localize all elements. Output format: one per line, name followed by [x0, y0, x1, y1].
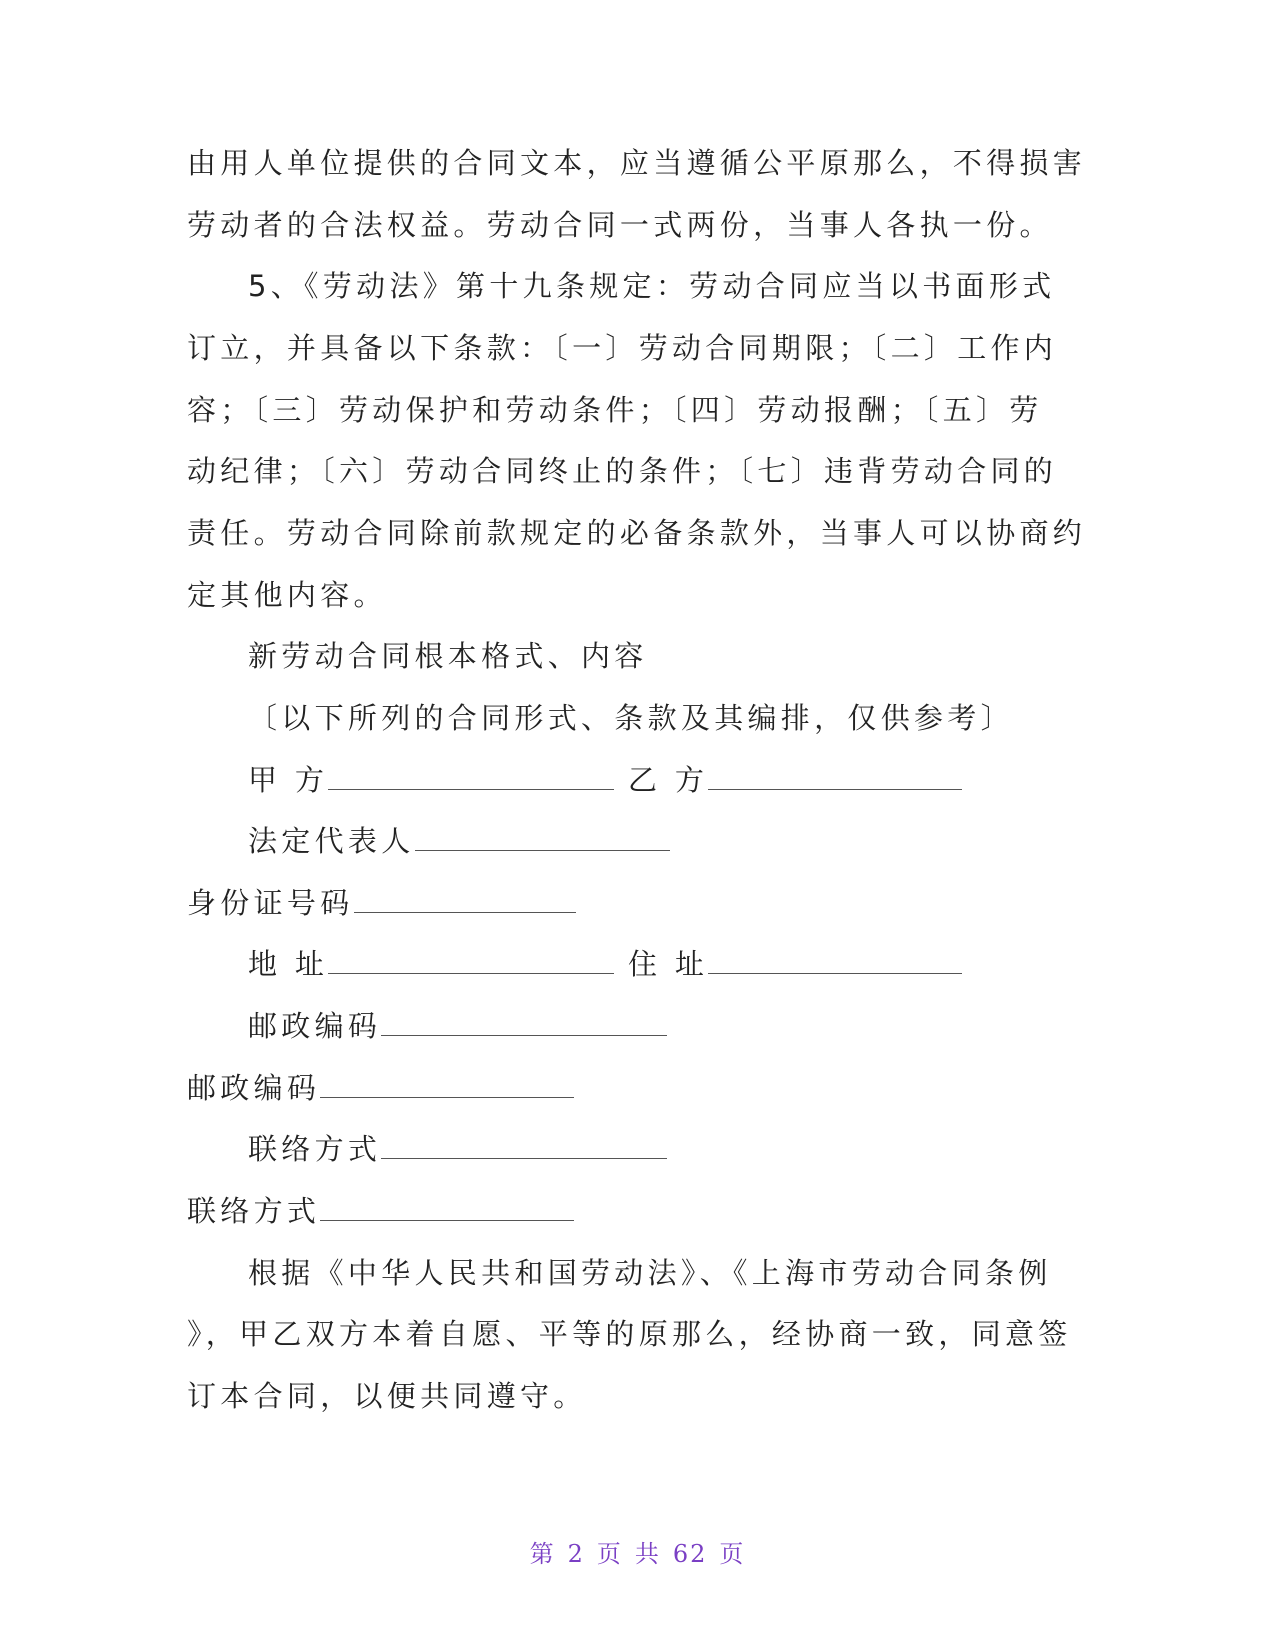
footer-total-pages: 62	[672, 1540, 708, 1568]
paragraph-line: 定其他内容。	[187, 578, 387, 612]
paragraph-line: 劳动者的合法权益。劳动合同一式两份，当事人各执一份。	[187, 208, 1053, 242]
contact-b-blank[interactable]	[320, 1194, 574, 1221]
section-heading: 新劳动合同根本格式、内容	[248, 639, 648, 673]
id-number-label: 身份证号码	[187, 886, 354, 920]
party-row	[248, 760, 614, 800]
paragraph-line: 订本合同，以便共同遵守。	[187, 1379, 587, 1413]
postcode-b-row	[187, 1068, 574, 1108]
paragraph-line: 》，甲乙双方本着自愿、平等的原那么，经协商一致，同意签	[187, 1317, 1072, 1351]
footer-suffix: 页	[719, 1540, 746, 1568]
paragraph-line: 5、《劳动法》第十九条规定：劳动合同应当以书面形式	[248, 269, 1056, 303]
party-b-blank[interactable]	[708, 763, 962, 790]
page-footer	[0, 1534, 1275, 1569]
address-blank[interactable]	[328, 947, 614, 974]
footer-prefix: 第	[529, 1540, 556, 1568]
contact-a-label: 联络方式	[248, 1132, 382, 1166]
id-number-row	[187, 883, 576, 923]
postcode-b-blank[interactable]	[320, 1071, 574, 1098]
paragraph-line: 订立，并具备以下条款：〔一〕劳动合同期限；〔二〕工作内	[187, 331, 1058, 365]
paragraph-line: 责任。劳动合同除前款规定的必备条款外，当事人可以协商约	[187, 516, 1087, 550]
postcode-b-label: 邮政编码	[187, 1071, 321, 1105]
contact-b-row	[187, 1191, 574, 1231]
contact-a-row	[248, 1129, 667, 1169]
party-b-row	[628, 760, 962, 800]
legal-rep-row	[248, 821, 670, 861]
paragraph-line: 动纪律；〔六〕劳动合同终止的条件；〔七〕违背劳动合同的	[187, 454, 1058, 488]
id-number-blank[interactable]	[354, 886, 576, 913]
footer-total-word: 共	[634, 1540, 661, 1568]
paragraph-line: 容；〔三〕劳动保护和劳动条件；〔四〕劳动报酬；〔五〕劳	[187, 393, 1043, 427]
postcode-a-row	[248, 1006, 667, 1046]
address-row	[248, 944, 614, 984]
residence-row	[628, 944, 962, 984]
party-a-blank[interactable]	[328, 763, 614, 790]
footer-page-word: 页	[596, 1540, 623, 1568]
paragraph-line: 根据《中华人民共和国劳动法》、《上海市劳动合同条例	[248, 1256, 1052, 1290]
paragraph-line: 由用人单位提供的合同文本，应当遵循公平原那么，不得损害	[187, 146, 1087, 180]
address-label: 地 址	[248, 947, 329, 981]
postcode-a-label: 邮政编码	[248, 1009, 382, 1043]
footer-current-page: 2	[567, 1540, 585, 1568]
legal-rep-blank[interactable]	[415, 824, 670, 851]
reference-note: 〔以下所列的合同形式、条款及其编排，仅供参考〕	[248, 701, 1014, 735]
residence-blank[interactable]	[708, 947, 962, 974]
legal-rep-label: 法定代表人	[248, 824, 415, 858]
party-a-label: 甲 方	[248, 763, 329, 797]
contact-a-blank[interactable]	[381, 1132, 667, 1159]
postcode-a-blank[interactable]	[381, 1009, 667, 1036]
party-b-label: 乙 方	[628, 763, 709, 797]
residence-label: 住 址	[628, 947, 709, 981]
contact-b-label: 联络方式	[187, 1194, 321, 1228]
